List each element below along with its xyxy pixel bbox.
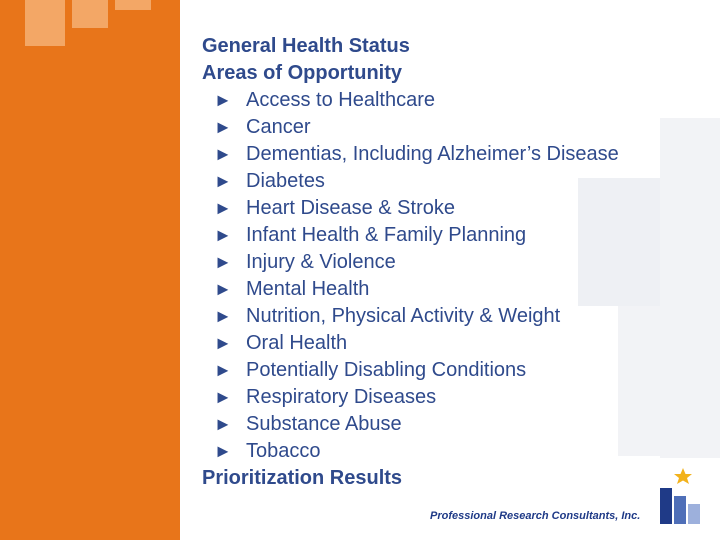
list-item xyxy=(202,222,619,249)
background-block xyxy=(618,306,660,456)
bullet-arrow-icon: ► xyxy=(214,144,232,164)
list-item-label: Respiratory Diseases xyxy=(246,386,437,408)
bullet-arrow-icon: ► xyxy=(214,225,232,245)
decorative-square xyxy=(115,0,151,10)
bullet-arrow-icon: ► xyxy=(214,414,232,434)
heading-general-health: General Health Status xyxy=(202,35,410,57)
decorative-square xyxy=(25,0,65,46)
logo-company-name: Professional Research Consultants, Inc. xyxy=(430,510,641,522)
list-item-label: Injury & Violence xyxy=(246,251,396,273)
list-item-label: Potentially Disabling Conditions xyxy=(246,359,527,381)
list-item xyxy=(202,195,619,222)
list-item-label: Cancer xyxy=(246,116,311,138)
list-item-label: Tobacco xyxy=(246,440,321,462)
prc-logo xyxy=(430,458,720,528)
background-block xyxy=(660,118,720,458)
list-item-label: Infant Health & Family Planning xyxy=(246,224,527,246)
list-item xyxy=(202,384,619,411)
list-item-label: Dementias, Including Alzheimer’s Disease xyxy=(246,143,619,165)
list-item-label: Nutrition, Physical Activity & Weight xyxy=(246,305,561,327)
list-item-label: Mental Health xyxy=(246,278,370,300)
list-item xyxy=(202,357,619,384)
bullet-arrow-icon: ► xyxy=(214,441,232,461)
list-item-label: Oral Health xyxy=(246,332,348,354)
bullet-arrow-icon: ► xyxy=(214,360,232,380)
list-item xyxy=(202,249,619,276)
list-item-label: Heart Disease & Stroke xyxy=(246,197,455,219)
slide-content xyxy=(202,33,619,492)
bullet-arrow-icon: ► xyxy=(214,387,232,407)
decorative-square xyxy=(72,0,108,28)
list-item xyxy=(202,141,619,168)
prc-logo-mark-icon xyxy=(656,466,706,526)
bullet-arrow-icon: ► xyxy=(214,333,232,353)
list-item-label: Diabetes xyxy=(246,170,325,192)
bullet-arrow-icon: ► xyxy=(214,306,232,326)
bullet-arrow-icon: ► xyxy=(214,252,232,272)
bullet-arrow-icon: ► xyxy=(214,279,232,299)
bullet-arrow-icon: ► xyxy=(214,90,232,110)
list-item xyxy=(202,276,619,303)
heading-prioritization-results: Prioritization Results xyxy=(202,467,403,489)
list-item xyxy=(202,303,619,330)
heading-areas-of-opportunity: Areas of Opportunity xyxy=(202,62,403,84)
list-item-label: Access to Healthcare xyxy=(246,89,435,111)
bullet-arrow-icon: ► xyxy=(214,198,232,218)
list-item xyxy=(202,411,619,438)
list-item xyxy=(202,87,619,114)
list-item-label: Substance Abuse xyxy=(246,413,402,435)
bullet-arrow-icon: ► xyxy=(214,117,232,137)
left-orange-band xyxy=(0,0,180,540)
list-item xyxy=(202,330,619,357)
bullet-arrow-icon: ► xyxy=(214,171,232,191)
list-item xyxy=(202,114,619,141)
list-item xyxy=(202,168,619,195)
opportunity-list xyxy=(202,87,619,465)
